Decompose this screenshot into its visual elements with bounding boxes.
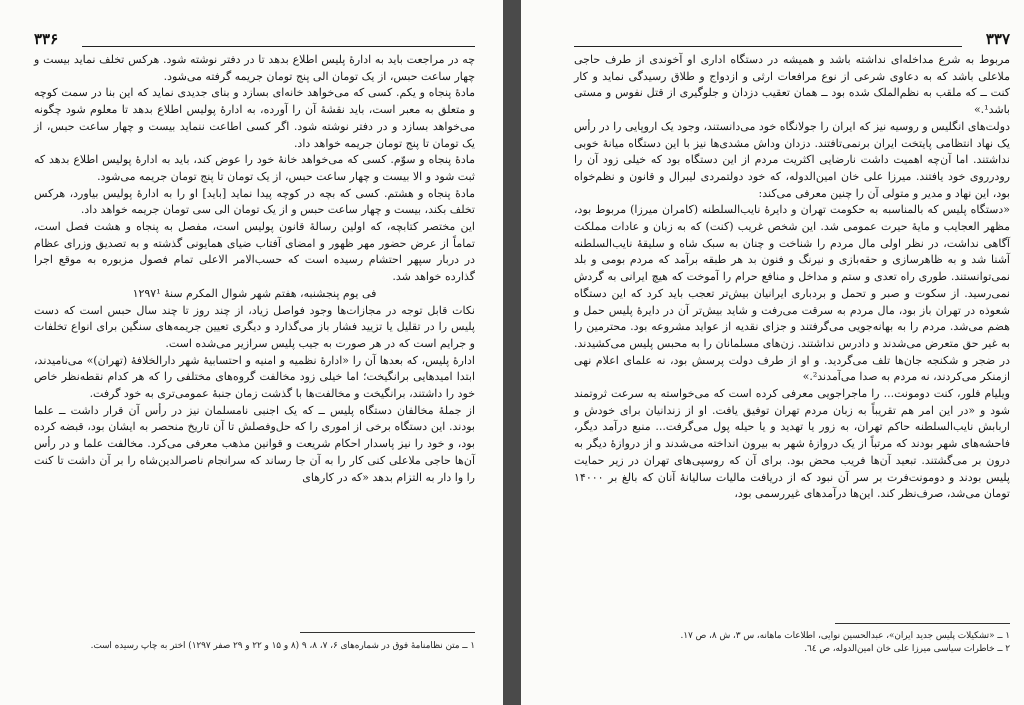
paragraph: این مختصر کتابچه، که اولین رسالهٔ قانون پولیس است، مفصل به پنجاه و هشت فصل است، تماماً از عرض حضور مهر ظهور و امضای آفتاب ضیای همایونی گذشته و به تصدیق وزرای عظام در دربار سپهر احتشام رسیده است که حسب‌الامر الاعلی تمام فصول مزبوره به موقع اجرا گذارده خواهد شد. [34, 220, 475, 284]
footnote: ۱ ــ «تشکیلات پلیس جدید ایران»، عبدالحسین نوایی، اطلاعات ماهانه، س ۳، ش ۸، ص ۱۷. [680, 631, 1010, 641]
right-page-number: ۳۳۷ [985, 30, 1010, 48]
left-page-header [34, 30, 475, 50]
header-rule [82, 46, 475, 47]
paragraph: چه در مراجعت باید به ادارهٔ پلیس اطلاع بدهد تا در دفتر نوشته شود. هرکس تخلف نماید بیست و چهار ساعت حبس، از یک تومان الی پنج تومان جریمه گرفته می‌شود. [34, 53, 475, 83]
paragraph: ادارهٔ پلیس، که بعدها آن را «ادارهٔ نظمیه و امنیه و احتسابیهٔ شهر دارالخلافهٔ (تهران)» می‌نامیدند، ابتدا امیدهایی برانگیخت؛ اما خیلی زود مخالفت گروه‌های مختلفی را که هر کدام نقطه‌نظر خاص خود را داشتند، برانگیخت و مخالفت‌ها با گذشت زمان جنبهٔ عمومی‌تری به خود گرفت. [34, 353, 475, 401]
footnote: ۱ ــ متن نظامنامهٔ فوق در شماره‌های ۶، ۷، ۸، ۹ (۸ و ۱۵ و ۲۲ و ۲۹ صفر ۱۲۹۷) اختر به چاپ رسیده است. [90, 641, 475, 651]
left-page [0, 0, 503, 705]
right-page-body [574, 52, 1010, 503]
header-rule [574, 46, 962, 47]
paragraph: مادهٔ پنجاه و سوّم. کسی که می‌خواهد خانهٔ خود را عوض کند، باید به ادارهٔ پولیس اطلاع بدهد که ثبت شود و الا بیست و چهار ساعت حبس، از یک تومان تا پنج تومان جریمه می‌شود. [34, 153, 476, 183]
paragraph: مربوط به شرع مداخله‌ای نداشته باشد و همیشه در دستگاه اداری او آخوندی از طرف حاجی ملاعلی باشد که به دعاوی شرعی از نوع مرافعات ارثی و ازدواج و طلاق رسیدگی نماید و کار کنت ــ که ملقب به نظم‌الملک شده بود ــ همان تعقیب دزدان و جلوگیری از قتل نفوس و مستی باشد¹.» [574, 53, 1010, 117]
paragraph: دولت‌های انگلیس و روسیه نیز که ایران را جولانگاه خود می‌دانستند، وجود یک اروپایی را در رأس یک نهاد انتظامی پایتخت ایران برنمی‌تافتند. دزدان وداش مشدی‌ها نیز با این دستگاه میانهٔ خوبی نداشتند. اما آن‌چه اهمیت داشت نارضایی اکثریت مردم از این دستگاه بود که خیلی زود آن را رودرروی خود یافتند. میرزا علی خان امین‌الدوله، که خود دولتمردی لیبرال و قانون و نظم‌خواه بود، این نهاد و مدیر و متولی آن را چنین معرفی می‌کند: [574, 119, 1010, 200]
left-footnotes [34, 640, 475, 653]
paragraph: ویلیام فلور، کنت دومونت... را ماجراجویی معرفی کرده است که می‌خواسته به سرعت ثروتمند شود و «در این امر هم تقریباً به زبان مردم تهران توفیق یافت. او از زندانیان برای خودش و اربابش نایب‌السلطنه حاکم تهران، به زور یا تهدید و یا حیله پول می‌گرفت... منبع درآمد دیگر، فاحشه‌های شهر بودند که مرتباً از یک دروازهٔ شهر به بیرون انداخته می‌شدند و از دروازهٔ دیگر به درون بر می‌گشتند. تبعید آن‌ها فریب محض بود. برای آن که روسپی‌های تهران در زیر حمایت پلیس بودند و دومونت‌فرت بر سر آن نبود که از دریافت مالیات سالیانهٔ آنان که بالغ بر ۱۴۰۰۰ تومان می‌شد، صرف‌نظر کند. این‌ها درآمدهای غیررسمی بود، [574, 387, 1010, 501]
left-page-body [34, 52, 475, 486]
right-footnotes [574, 630, 1010, 656]
footnote-rule [835, 623, 1010, 624]
left-page-number: ۳۳۶ [34, 30, 59, 48]
paragraph: نکات قابل توجه در مجازات‌ها وجود فواصل زیاد، از چند روز تا چند سال حبس است که دست پلیس را در تقلیل یا تزیید فشار باز می‌گذارد و دیگری تعیین جریمه‌های سنگین برای انواع تخلفات و جرایم است که در هر صورت به جیب پلیس سرازیر می‌شده است. [34, 303, 475, 350]
right-page [521, 0, 1024, 705]
paragraph: مادهٔ پنجاه و هشتم. کسی که بچه در کوچه پیدا نماید [باید] او را به ادارهٔ پولیس بیاورد، هرکس تخلف بکند، بیست و چهار ساعت حبس و از یک تومان الی سی تومان جریمه خواهد داد. [34, 186, 475, 217]
paragraph: مادهٔ پنجاه و یکم. کسی که می‌خواهد خانه‌ای بسازد و بنای جدیدی نماید که این بنا در سمت کوچه و متعلق به معبر است، باید نقشهٔ آن را آورده، به ادارهٔ پولیس اطلاع بدهد تا معلوم شود چگونه می‌خواهد بسازد و در دفتر نوشته شود. اگر کسی اطاعت ننماید بیست و چهار ساعت حبس، از یک تومان تا پنج تومان جریمه خواهد داد. [34, 86, 475, 150]
right-page-header [574, 30, 1010, 50]
footnote: ۲ ــ خاطرات سیاسی میرزا علی خان امین‌الدوله، ص ٦٤. [804, 644, 1010, 654]
date-line: فی یوم پنجشنبه، هفتم شهر شوال المکرم سنهٔ ۱۲۹۷¹ [132, 286, 377, 300]
paragraph: از جملهٔ مخالفان دستگاه پلیس ــ که یک اجنبی نامسلمان نیز در رأس آن قرار داشت ــ علما بودند. این دستگاه برخی از اموری را که حل‌وفصلش تا آن تاریخ منحصر به ایشان بود، قبضه کرده بود، و خود را نیز پاسدار احکام شریعت و قوانین مذهب معرفی می‌کرد. مخالفت علما و در رأس آن‌ها حاجی ملاعلی کنی کار را به آن جا رساند که سرانجام ناصرالدین‌شاه را بر آن داشت تا کنت را وا دار به التزام بدهد «که در کارهای [34, 403, 475, 484]
footnote-rule [300, 632, 475, 633]
quotation: «دستگاه پلیس که بالمناسبه به حکومت تهران و دایرهٔ نایب‌السلطنه (کامران میرزا) مربوط بود، مظهر العجایب و مایهٔ حیرت عمومی شد. این شخص غریب (کنت) که به زبان و عادات مملکت آگاهی نداشت، در نظر اولی مال مردم را شناخت و چنان به سبک شاه و سلیقهٔ نایب‌السلطنه آشنا شد و به ظاهرسازی و حقه‌بازی و نیرنگ و فنون بد هر طبقه برآمد که مردم بومی و بلد نمی‌توانستند. طوری راه تعدی و ستم و مداخل و منافع حرام را آموخت که هیچ ایرانی به گردش نمی‌رسید. از سکوت و صبر و تحمل و بردباری ایرانیان بیش‌تر تعجب باید کرد که این دستگاه شعوذه در تهران باز بود، مال مردم به سرقت می‌رفت و شاید بیش‌تر آن در دایرهٔ پلیس حمل و هضم می‌شد. مردم را به بهانه‌جویی می‌گرفتند و جزای نقدیه از عواید مشروعه بود. محترمین را به غیر حق متعرض می‌شدند و دادرس نداشتند. زن‌های مسلمانان را به محبس پلیس می‌کشیدند. در ضجر و شکنجه جان‌ها تلف می‌گردید. و او از طرف دولت پرسش بود، نه علمای اعلام نهی ازمنکر می‌کردند، نه مردم به صدا می‌آمدند².» [574, 203, 1010, 384]
book-gutter [503, 0, 521, 705]
